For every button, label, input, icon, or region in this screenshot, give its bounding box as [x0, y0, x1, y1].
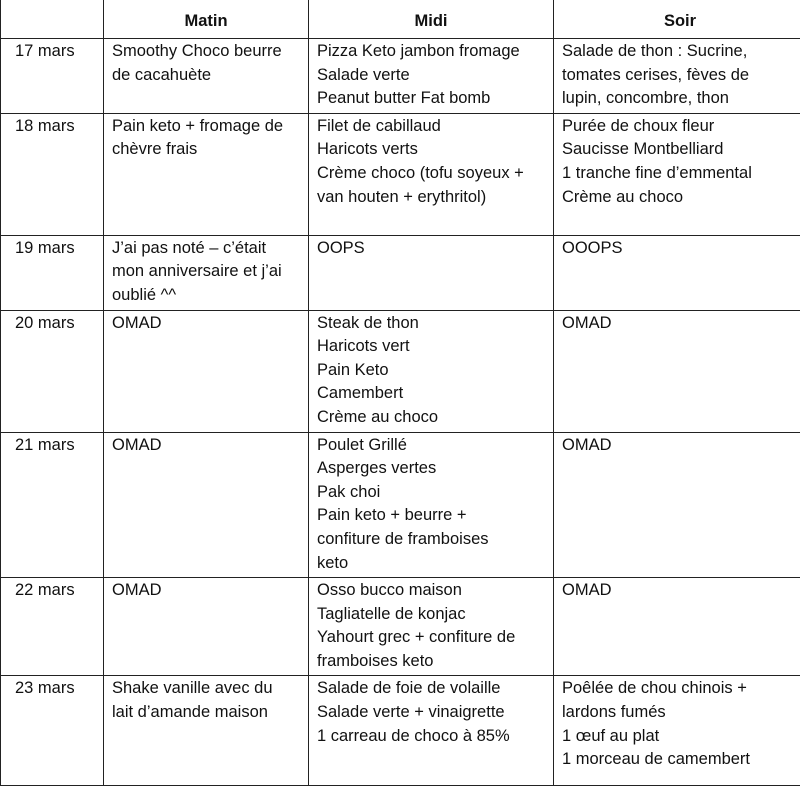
date-label: 17 mars: [15, 40, 95, 64]
matin-line: mon anniversaire et j’ai: [112, 260, 300, 284]
midi-line: Filet de cabillaud: [317, 115, 545, 139]
matin-line: oublié ^^: [112, 284, 300, 308]
midi-line: Pain Keto: [317, 359, 545, 383]
table-body: [1, 39, 800, 786]
matin-cell: [104, 578, 309, 676]
date-cell: [1, 310, 104, 432]
date-label: 23 mars: [15, 677, 95, 701]
soir-line: OMAD: [562, 434, 798, 458]
midi-line: Steak de thon: [317, 312, 545, 336]
matin-line: OMAD: [112, 434, 300, 458]
midi-line: Camembert: [317, 382, 545, 406]
soir-line: OMAD: [562, 312, 798, 336]
midi-line: Tagliatelle de konjac: [317, 603, 545, 627]
table-row: [1, 310, 800, 432]
date-cell: [1, 578, 104, 676]
midi-line: OOPS: [317, 237, 545, 261]
midi-line: Salade verte + vinaigrette: [317, 701, 545, 725]
midi-line: keto: [317, 552, 545, 576]
soir-line: Salade de thon : Sucrine,: [562, 40, 798, 64]
matin-line: de cacahuète: [112, 64, 300, 88]
matin-line: OMAD: [112, 579, 300, 603]
date-label: 20 mars: [15, 312, 95, 336]
midi-cell: [309, 432, 554, 578]
soir-cell: [554, 113, 800, 235]
soir-line: 1 œuf au plat: [562, 725, 798, 749]
midi-line: 1 carreau de choco à 85%: [317, 725, 545, 749]
soir-cell: [554, 39, 800, 114]
table-row: [1, 432, 800, 578]
midi-line: Asperges vertes: [317, 457, 545, 481]
soir-cell: [554, 310, 800, 432]
date-label: 22 mars: [15, 579, 95, 603]
midi-line: framboises keto: [317, 650, 545, 674]
midi-line: Salade verte: [317, 64, 545, 88]
matin-line: J’ai pas noté – c’était: [112, 237, 300, 261]
soir-line: Purée de choux fleur: [562, 115, 798, 139]
midi-line: Haricots verts: [317, 138, 545, 162]
matin-line: Pain keto + fromage de: [112, 115, 300, 139]
header-soir: Soir: [554, 0, 800, 39]
header-matin: Matin: [104, 0, 309, 39]
matin-cell: [104, 113, 309, 235]
midi-line: Crème choco (tofu soyeux +: [317, 162, 545, 186]
matin-line: Shake vanille avec du: [112, 677, 300, 701]
soir-line: 1 morceau de camembert: [562, 748, 798, 772]
soir-cell: [554, 235, 800, 310]
soir-line: lardons fumés: [562, 701, 798, 725]
midi-line: Crème au choco: [317, 406, 545, 430]
midi-line: Pain keto + beurre +: [317, 504, 545, 528]
midi-line: Pak choi: [317, 481, 545, 505]
midi-line: Pizza Keto jambon fromage: [317, 40, 545, 64]
midi-cell: [309, 235, 554, 310]
date-cell: [1, 432, 104, 578]
midi-line: Yahourt grec + confiture de: [317, 626, 545, 650]
midi-cell: [309, 113, 554, 235]
date-label: 18 mars: [15, 115, 95, 139]
header-date: [1, 0, 104, 39]
soir-line: OOOPS: [562, 237, 798, 261]
date-cell: [1, 39, 104, 114]
date-label: 19 mars: [15, 237, 95, 261]
midi-line: Osso bucco maison: [317, 579, 545, 603]
soir-line: Crème au choco: [562, 186, 798, 210]
matin-cell: [104, 432, 309, 578]
date-cell: [1, 235, 104, 310]
soir-line: Poêlée de chou chinois +: [562, 677, 798, 701]
midi-cell: [309, 578, 554, 676]
soir-line: OMAD: [562, 579, 798, 603]
table-row: [1, 578, 800, 676]
matin-line: Smoothy Choco beurre: [112, 40, 300, 64]
date-cell: [1, 676, 104, 786]
matin-line: lait d’amande maison: [112, 701, 300, 725]
midi-cell: [309, 310, 554, 432]
soir-line: Saucisse Montbelliard: [562, 138, 798, 162]
header-midi: Midi: [309, 0, 554, 39]
midi-line: Peanut butter Fat bomb: [317, 87, 545, 111]
midi-line: van houten + erythritol): [317, 186, 545, 210]
matin-cell: [104, 39, 309, 114]
header-row: [1, 0, 800, 39]
matin-line: OMAD: [112, 312, 300, 336]
table-row: [1, 113, 800, 235]
matin-line: chèvre frais: [112, 138, 300, 162]
midi-line: Poulet Grillé: [317, 434, 545, 458]
midi-line: Salade de foie de volaille: [317, 677, 545, 701]
date-cell: [1, 113, 104, 235]
date-label: 21 mars: [15, 434, 95, 458]
soir-cell: [554, 432, 800, 578]
soir-line: lupin, concombre, thon: [562, 87, 798, 111]
table-row: [1, 235, 800, 310]
soir-line: tomates cerises, fèves de: [562, 64, 798, 88]
table-row: [1, 676, 800, 786]
midi-line: confiture de framboises: [317, 528, 545, 552]
midi-cell: [309, 39, 554, 114]
matin-cell: [104, 235, 309, 310]
midi-line: Haricots vert: [317, 335, 545, 359]
soir-cell: [554, 578, 800, 676]
table-row: [1, 39, 800, 114]
soir-cell: [554, 676, 800, 786]
soir-line: 1 tranche fine d’emmental: [562, 162, 798, 186]
matin-cell: [104, 310, 309, 432]
midi-cell: [309, 676, 554, 786]
matin-cell: [104, 676, 309, 786]
